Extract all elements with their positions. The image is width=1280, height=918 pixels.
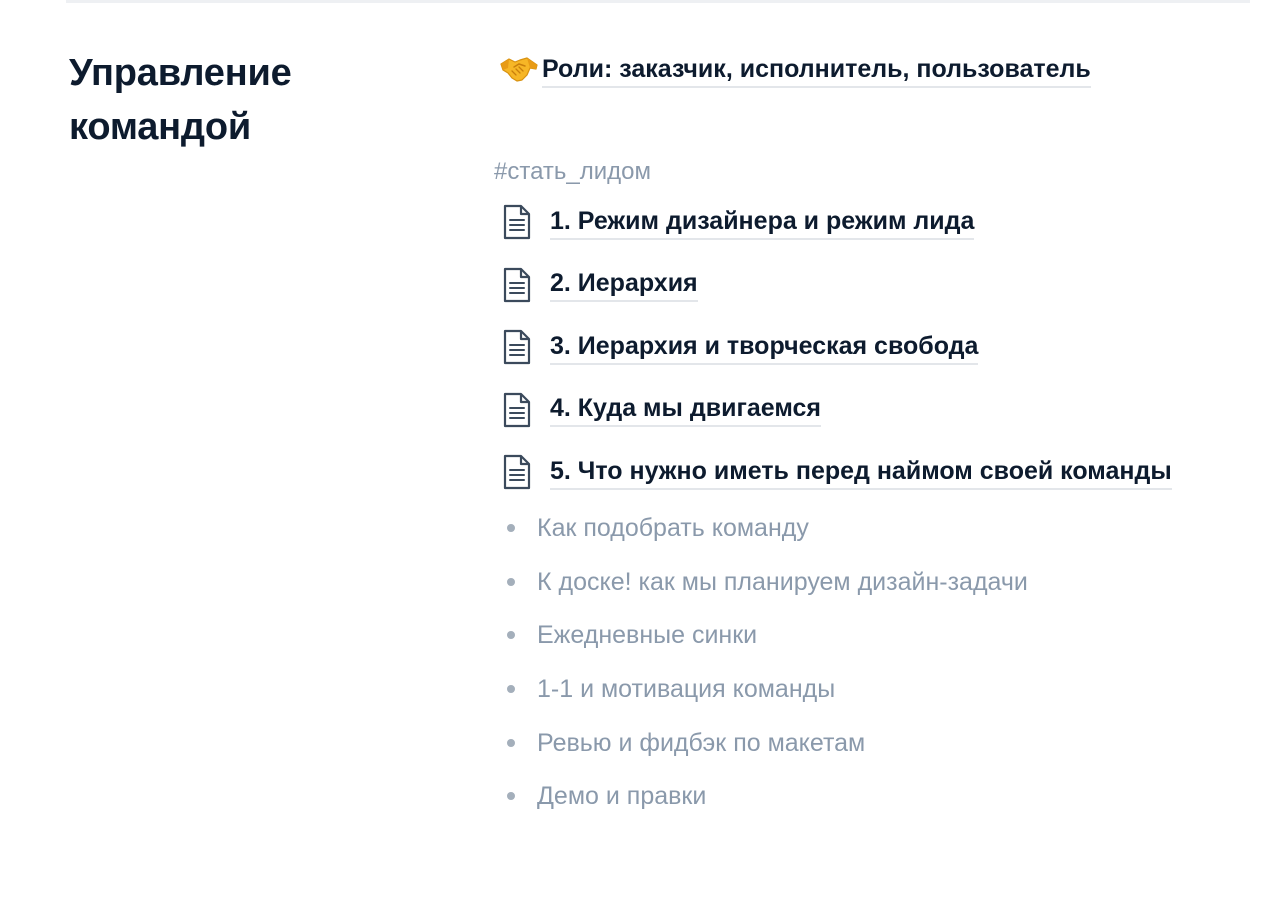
document-icon [494,265,550,305]
document-link-4[interactable] [494,390,1254,430]
list-item-text: 1-1 и мотивация команды [537,675,836,704]
list-item [494,662,1254,716]
bullet-dot [507,578,515,586]
list-item-text: Ежедневные синки [537,621,758,650]
list-item [494,502,1254,556]
list-item-text: Ревью и фидбэк по макетам [537,728,866,757]
bullet-dot [507,685,515,693]
document-link-2[interactable] [494,265,1254,305]
list-item-text: Демо и правки [537,782,707,811]
document-link-label: 4. Куда мы двигаемся [550,392,821,427]
hashtag-label: #стать_лидом [494,158,651,185]
section-title: Управление командой [69,52,292,148]
list-item [494,716,1254,770]
list-item [494,609,1254,663]
document-icon [494,202,550,242]
document-link-label: 3. Иерархия и творческая свобода [550,330,978,365]
document-link-1[interactable] [494,202,1254,242]
document-list [494,202,1254,492]
list-item-text: К доске! как мы планируем дизайн-задачи [537,567,1028,596]
roles-link[interactable] [494,50,1254,90]
document-link-3[interactable] [494,327,1254,367]
bullet-dot [507,631,515,639]
bullet-dot [507,792,515,800]
list-item [494,555,1254,609]
bullet-dot [507,524,515,532]
upcoming-topics-list [494,502,1254,824]
document-link-label: 2. Иерархия [550,267,698,302]
document-icon [494,452,550,492]
list-item-text: Как подобрать команду [537,514,809,543]
bullet-dot [507,739,515,747]
handshake-icon [494,50,542,90]
document-link-label: 1. Режим дизайнера и режим лида [550,205,974,240]
document-icon [494,327,550,367]
section-content [494,50,1254,823]
document-link-5[interactable] [494,452,1254,492]
roles-link-label: Роли: заказчик, исполнитель, пользователь [542,53,1091,88]
list-item [494,769,1254,823]
top-divider [66,0,1250,3]
document-link-label: 5. Что нужно иметь перед наймом своей команды [550,455,1172,490]
document-icon [494,390,550,430]
